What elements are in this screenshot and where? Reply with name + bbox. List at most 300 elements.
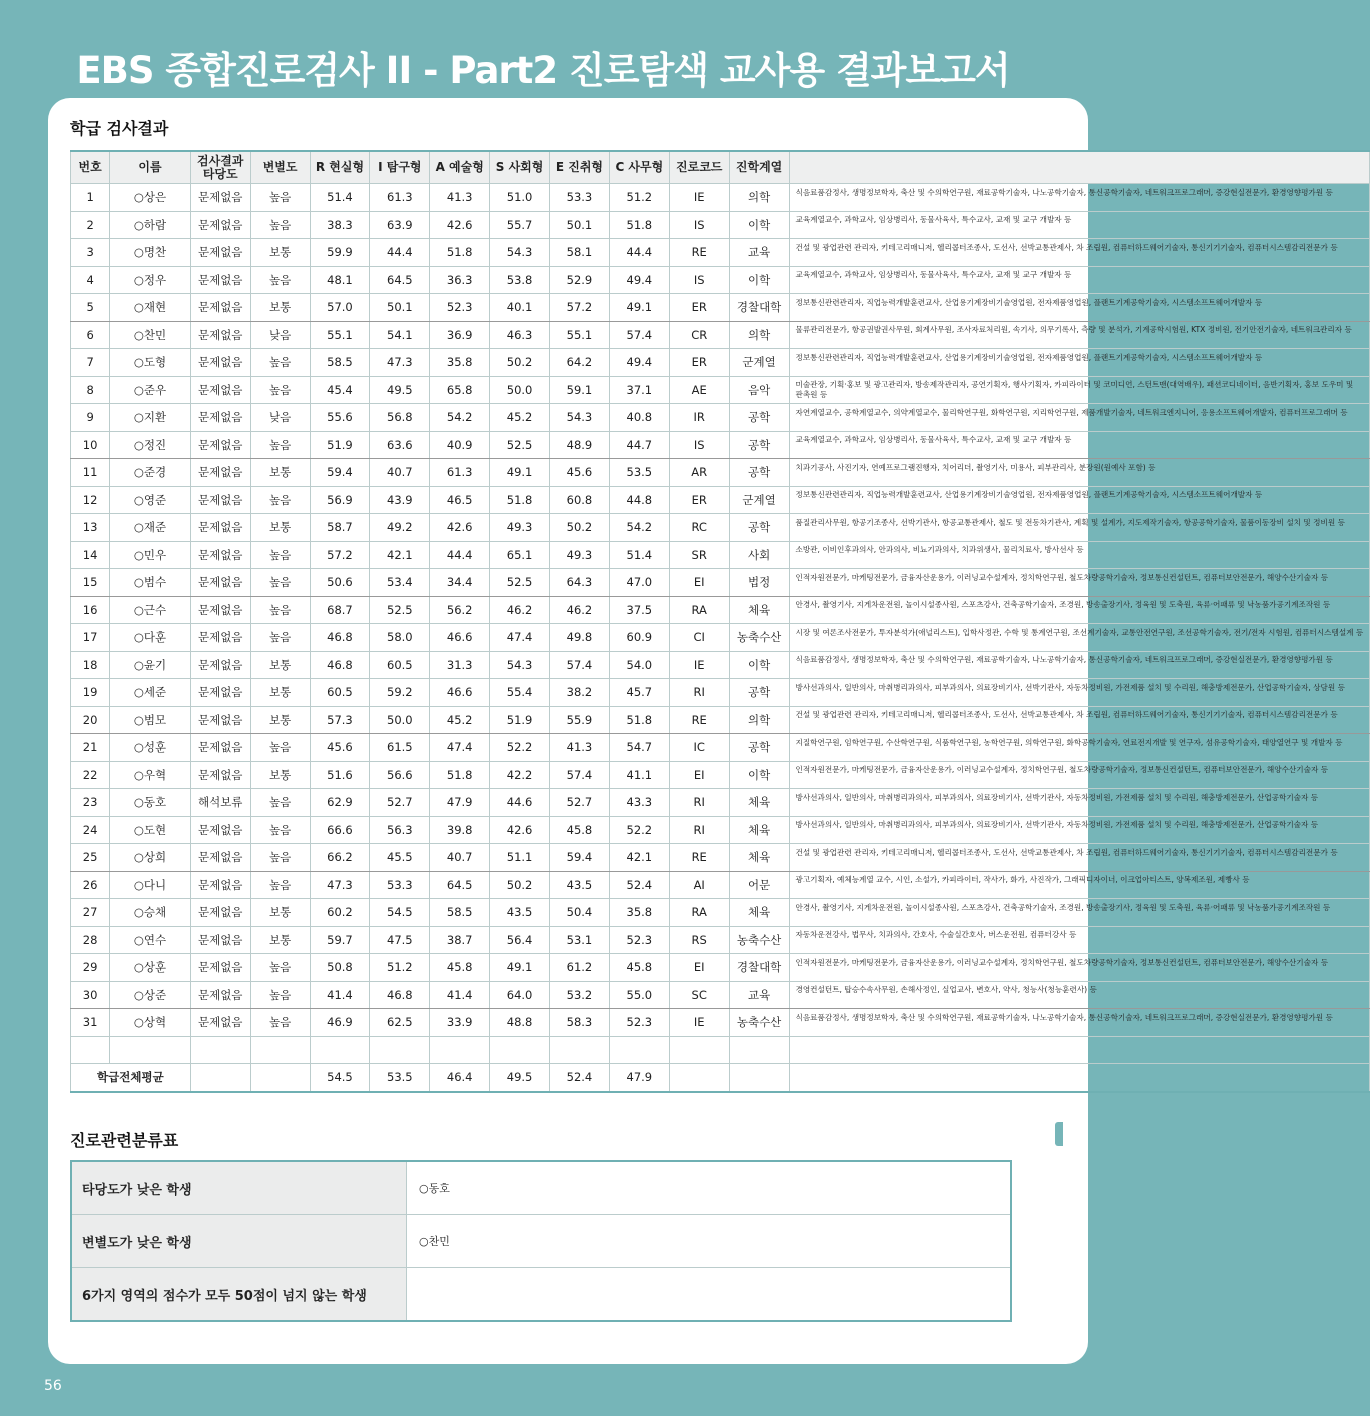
cell-no: 5 — [71, 294, 110, 322]
cell-r: 57.3 — [310, 706, 370, 734]
table-row — [71, 459, 1370, 487]
cell-s: 51.0 — [490, 184, 550, 212]
cell-e: 52.9 — [550, 266, 610, 294]
report-title: EBS 종합진로검사 II - Part2 진로탐색 교사용 결과보고서 — [76, 49, 1010, 92]
jobs-text: 정보통신관련관리자, 직업능력개발훈련교사, 산업용기계장비기술영업원, 전자제품영업원, 플랜트기계공학기술자, 시스템소프트웨어개발자 등 — [795, 490, 1263, 500]
cell-e: 45.6 — [550, 459, 610, 487]
table-row — [71, 899, 1370, 927]
cell-i: 63.6 — [370, 431, 430, 459]
cell-code: EI — [669, 569, 729, 597]
cell-name: ○세준 — [110, 679, 191, 707]
cell-validity: 문제없음 — [190, 816, 250, 844]
cell-e: 64.3 — [550, 569, 610, 597]
header-discrim: 변별도 — [250, 151, 310, 184]
cell-code: IS — [669, 431, 729, 459]
jobs-text: 교육계열교수, 과학교사, 임상병리사, 동물사육사, 특수교사, 교재 및 교구 개발자 등 — [795, 270, 1072, 280]
cell-validity: 문제없음 — [190, 376, 250, 404]
cell-a: 64.5 — [430, 871, 490, 899]
table-row — [71, 184, 1370, 212]
cell-name: ○승채 — [110, 899, 191, 927]
cell-track: 음악 — [729, 376, 789, 404]
section-title-class-results: 학급 검사결과 — [70, 119, 169, 138]
cell-c: 51.8 — [609, 706, 669, 734]
cell-a: 46.6 — [430, 624, 490, 652]
cell-code: IC — [669, 734, 729, 762]
table-row — [71, 816, 1370, 844]
cell-e: 57.4 — [550, 651, 610, 679]
cell-i: 58.0 — [370, 624, 430, 652]
cell-a: 31.3 — [430, 651, 490, 679]
cell-e: 46.2 — [550, 596, 610, 624]
cell-no: 3 — [71, 239, 110, 267]
cell-track: 농축수산 — [729, 926, 789, 954]
cell-jobs — [789, 211, 1369, 239]
cell-validity: 문제없음 — [190, 1009, 250, 1037]
cell-jobs — [789, 321, 1369, 349]
cell-r: 38.3 — [310, 211, 370, 239]
classification-row — [71, 1268, 1011, 1322]
cell-jobs — [789, 459, 1369, 487]
table-row — [71, 871, 1370, 899]
cell-validity: 문제없음 — [190, 761, 250, 789]
table-row — [71, 486, 1370, 514]
cell-r: 46.8 — [310, 651, 370, 679]
cell-c: 35.8 — [609, 899, 669, 927]
cell-r: 62.9 — [310, 789, 370, 817]
cell-s: 50.2 — [490, 871, 550, 899]
cell-i: 53.4 — [370, 569, 430, 597]
cell-no: 6 — [71, 321, 110, 349]
cell-name: ○도형 — [110, 349, 191, 377]
cell-r: 58.5 — [310, 349, 370, 377]
cell-jobs — [789, 569, 1369, 597]
cell-name: ○상훈 — [110, 954, 191, 982]
average-e: 52.4 — [550, 1064, 610, 1092]
cell-name: ○상혁 — [110, 1009, 191, 1037]
cell-discrim: 보통 — [250, 239, 310, 267]
cell-no: 25 — [71, 844, 110, 872]
cell-i: 56.6 — [370, 761, 430, 789]
cell-track: 이학 — [729, 651, 789, 679]
cell-s: 49.1 — [490, 459, 550, 487]
cell-jobs — [789, 596, 1369, 624]
cell-s: 40.1 — [490, 294, 550, 322]
cell-no: 8 — [71, 376, 110, 404]
cell-jobs — [789, 871, 1369, 899]
cell-e: 41.3 — [550, 734, 610, 762]
cell-discrim: 높음 — [250, 844, 310, 872]
cell-track: 군계열 — [729, 349, 789, 377]
cell-jobs — [789, 1009, 1369, 1037]
table-row — [71, 679, 1370, 707]
jobs-text: 방사선과의사, 일반의사, 마취병리과의사, 피부과의사, 의료장비기사, 선박기관사, 자동차정비원, 가전제품 설치 및 수리원, 해충방제전문가, 산업공학기술자, 상담원 등 — [795, 682, 1345, 692]
cell-c: 51.8 — [609, 211, 669, 239]
cell-c: 52.3 — [609, 926, 669, 954]
cell-e: 58.1 — [550, 239, 610, 267]
table-row — [71, 954, 1370, 982]
jobs-text: 건설 및 광업관련 관리자, 키테고리매니저, 헬리콥터조종사, 도선사, 선박교통관제사, 차 조립원, 컴퓨터하드웨어기술자, 통신기기기술자, 컴퓨터시스템감리전문가 등 — [795, 710, 1338, 720]
cell-validity: 문제없음 — [190, 871, 250, 899]
classification-value: ○찬민 — [407, 1215, 1012, 1268]
table-row — [71, 239, 1370, 267]
cell-discrim: 높음 — [250, 954, 310, 982]
cell-code: RS — [669, 926, 729, 954]
table-row — [71, 569, 1370, 597]
cell-e: 48.9 — [550, 431, 610, 459]
table-header-row — [71, 151, 1370, 184]
cell-discrim: 높음 — [250, 486, 310, 514]
table-row — [71, 789, 1370, 817]
cell-name: ○재준 — [110, 514, 191, 542]
cell-a: 45.8 — [430, 954, 490, 982]
cell-discrim: 보통 — [250, 679, 310, 707]
jobs-text: 치과기공사, 사진기자, 연예프로그램진행자, 치어리더, 촬영기사, 미용사, 피부관리사, 분장원(원예사 포함) 등 — [795, 462, 1156, 472]
cell-s: 45.2 — [490, 404, 550, 432]
cell-s: 56.4 — [490, 926, 550, 954]
jobs-text: 방사선과의사, 일반의사, 마취병리과의사, 피부과의사, 의료장비기사, 선박기관사, 자동차정비원, 가전제품 설치 및 수리원, 해충방제전문가, 산업공학기술자 등 — [795, 792, 1319, 802]
cell-i: 56.3 — [370, 816, 430, 844]
cell-i: 49.2 — [370, 514, 430, 542]
cell-name: ○도현 — [110, 816, 191, 844]
table-row — [71, 349, 1370, 377]
cell-jobs — [789, 679, 1369, 707]
average-a: 46.4 — [430, 1064, 490, 1092]
table-row — [71, 376, 1370, 404]
cell-no: 29 — [71, 954, 110, 982]
cell-no: 12 — [71, 486, 110, 514]
header-validity: 검사결과 타당도 — [190, 151, 250, 184]
jobs-text: 품질관리사무원, 항공기조종사, 선박기관사, 항공교통관제사, 철도 및 전동차기관사, 계획 및 설계가, 지도제작기술자, 항공공학기술자, 물품이동장비 설치 및 정비원 등 — [795, 517, 1345, 527]
cell-e: 50.4 — [550, 899, 610, 927]
cell-i: 60.5 — [370, 651, 430, 679]
table-body — [71, 184, 1370, 1037]
cell-validity: 문제없음 — [190, 651, 250, 679]
table-row — [71, 926, 1370, 954]
cell-name: ○찬민 — [110, 321, 191, 349]
cell-code: AR — [669, 459, 729, 487]
jobs-text: 식음료품감정사, 생명정보학자, 축산 및 수의학연구원, 재료공학기술자, 나노공학기술자, 통신공학기술자, 네트워크프로그래머, 증강현실전문가, 환경영향평가원 등 — [795, 655, 1333, 665]
cell-no: 31 — [71, 1009, 110, 1037]
cell-discrim: 높음 — [250, 624, 310, 652]
cell-s: 46.2 — [490, 596, 550, 624]
cell-i: 40.7 — [370, 459, 430, 487]
cell-validity: 문제없음 — [190, 211, 250, 239]
cell-no: 28 — [71, 926, 110, 954]
class-average-row — [71, 1064, 1370, 1092]
cell-validity: 문제없음 — [190, 954, 250, 982]
cell-i: 43.9 — [370, 486, 430, 514]
cell-i: 52.7 — [370, 789, 430, 817]
cell-r: 51.6 — [310, 761, 370, 789]
cell-track: 체육 — [729, 899, 789, 927]
cell-jobs — [789, 514, 1369, 542]
page-number: 56 — [44, 1378, 62, 1394]
cell-track: 이학 — [729, 761, 789, 789]
cell-no: 1 — [71, 184, 110, 212]
cell-a: 34.4 — [430, 569, 490, 597]
cell-s: 55.4 — [490, 679, 550, 707]
cell-discrim: 보통 — [250, 294, 310, 322]
cell-i: 54.1 — [370, 321, 430, 349]
cell-a: 40.7 — [430, 844, 490, 872]
cell-track: 사회 — [729, 541, 789, 569]
cell-c: 44.7 — [609, 431, 669, 459]
jobs-text: 인적자원전문가, 마케팅전문가, 금융자산운용가, 이러닝교수설계자, 정치학연구원, 철도차량공학기술자, 정보통신컨설턴트, 컴퓨터보안전문가, 해양수산기술자 등 — [795, 572, 1329, 582]
cell-discrim: 높음 — [250, 734, 310, 762]
cell-r: 57.0 — [310, 294, 370, 322]
cell-discrim: 보통 — [250, 514, 310, 542]
cell-no: 24 — [71, 816, 110, 844]
header-c: C 사무형 — [609, 151, 669, 184]
cell-c: 43.3 — [609, 789, 669, 817]
cell-code: RE — [669, 706, 729, 734]
cell-s: 51.1 — [490, 844, 550, 872]
cell-a: 52.3 — [430, 294, 490, 322]
jobs-text: 정보통신관련관리자, 직업능력개발훈련교사, 산업용기계장비기술영업원, 전자제품영업원, 플랜트기계공학기술자, 시스템소프트웨어개발자 등 — [795, 297, 1263, 307]
cell-e: 53.2 — [550, 981, 610, 1009]
class-results-table-wrapper — [70, 150, 1364, 1085]
cell-c: 44.4 — [609, 239, 669, 267]
table-row — [71, 431, 1370, 459]
cell-validity: 문제없음 — [190, 541, 250, 569]
cell-no: 7 — [71, 349, 110, 377]
cell-c: 44.8 — [609, 486, 669, 514]
cell-name: ○근수 — [110, 596, 191, 624]
section-title-classification: 진로관련분류표 — [70, 1131, 179, 1150]
cell-i: 53.3 — [370, 871, 430, 899]
cell-c: 49.4 — [609, 349, 669, 377]
cell-validity: 문제없음 — [190, 431, 250, 459]
table-row — [71, 321, 1370, 349]
cell-c: 45.8 — [609, 954, 669, 982]
cell-code: SR — [669, 541, 729, 569]
cell-discrim: 높음 — [250, 376, 310, 404]
cell-i: 56.8 — [370, 404, 430, 432]
cell-jobs — [789, 184, 1369, 212]
cell-discrim: 높음 — [250, 596, 310, 624]
cell-s: 49.1 — [490, 954, 550, 982]
cell-validity: 문제없음 — [190, 596, 250, 624]
cell-s: 55.7 — [490, 211, 550, 239]
cell-track: 공학 — [729, 459, 789, 487]
cell-discrim: 높음 — [250, 431, 310, 459]
table-row — [71, 761, 1370, 789]
classification-label: 타당도가 낮은 학생 — [71, 1161, 407, 1215]
cell-track: 공학 — [729, 514, 789, 542]
cell-validity: 문제없음 — [190, 844, 250, 872]
cell-r: 50.8 — [310, 954, 370, 982]
cell-e: 45.8 — [550, 816, 610, 844]
cell-no: 19 — [71, 679, 110, 707]
cell-code: RI — [669, 816, 729, 844]
classification-row — [71, 1215, 1011, 1268]
cell-code: RC — [669, 514, 729, 542]
cell-validity: 문제없음 — [190, 486, 250, 514]
cell-jobs — [789, 404, 1369, 432]
cell-track: 체육 — [729, 844, 789, 872]
table-row — [71, 294, 1370, 322]
cell-code: IS — [669, 266, 729, 294]
cell-a: 51.8 — [430, 761, 490, 789]
cell-jobs — [789, 761, 1369, 789]
cell-track: 이학 — [729, 266, 789, 294]
cell-r: 59.7 — [310, 926, 370, 954]
cell-s: 53.8 — [490, 266, 550, 294]
cell-track: 농축수산 — [729, 1009, 789, 1037]
cell-c: 52.3 — [609, 1009, 669, 1037]
cell-a: 54.2 — [430, 404, 490, 432]
cell-validity: 문제없음 — [190, 899, 250, 927]
header-i: I 탐구형 — [370, 151, 430, 184]
cell-name: ○범모 — [110, 706, 191, 734]
jobs-text: 식음료품감정사, 생명정보학자, 축산 및 수의학연구원, 재료공학기술자, 나노공학기술자, 통신공학기술자, 네트워크프로그래머, 증강현실전문가, 환경영향평가원 등 — [795, 187, 1333, 197]
cell-discrim: 보통 — [250, 926, 310, 954]
cell-no: 17 — [71, 624, 110, 652]
cell-name: ○명찬 — [110, 239, 191, 267]
cell-validity: 문제없음 — [190, 321, 250, 349]
cell-validity: 문제없음 — [190, 679, 250, 707]
cell-s: 42.2 — [490, 761, 550, 789]
cell-jobs — [789, 239, 1369, 267]
cell-jobs — [789, 706, 1369, 734]
cell-s: 42.6 — [490, 816, 550, 844]
average-r: 54.5 — [310, 1064, 370, 1092]
cell-a: 41.3 — [430, 184, 490, 212]
cell-code: ER — [669, 349, 729, 377]
cell-name: ○영준 — [110, 486, 191, 514]
cell-i: 50.0 — [370, 706, 430, 734]
jobs-text: 시장 및 여론조사전문가, 투자분석가(애널리스트), 입학사정관, 수학 및 통계연구원, 조선계기술자, 교통안전연구원, 조선공학기술자, 전기/전자 시험원, 컴퓨터시스템설계 등 — [795, 627, 1364, 637]
cell-c: 37.5 — [609, 596, 669, 624]
cell-r: 66.2 — [310, 844, 370, 872]
cell-i: 45.5 — [370, 844, 430, 872]
cell-r: 60.5 — [310, 679, 370, 707]
table-row — [71, 266, 1370, 294]
cell-jobs — [789, 349, 1369, 377]
cell-c: 42.1 — [609, 844, 669, 872]
cell-validity: 문제없음 — [190, 514, 250, 542]
cell-a: 42.6 — [430, 211, 490, 239]
cell-s: 48.8 — [490, 1009, 550, 1037]
cell-discrim: 높음 — [250, 266, 310, 294]
cell-e: 60.8 — [550, 486, 610, 514]
cell-name: ○정진 — [110, 431, 191, 459]
cell-s: 51.9 — [490, 706, 550, 734]
cell-e: 55.1 — [550, 321, 610, 349]
cell-track: 체육 — [729, 816, 789, 844]
cell-discrim: 보통 — [250, 651, 310, 679]
cell-discrim: 보통 — [250, 459, 310, 487]
cell-track: 공학 — [729, 404, 789, 432]
header-a: A 예술형 — [430, 151, 490, 184]
header-no: 번호 — [71, 151, 110, 184]
cell-a: 36.3 — [430, 266, 490, 294]
cell-name: ○상은 — [110, 184, 191, 212]
cell-code: IE — [669, 651, 729, 679]
cell-e: 53.3 — [550, 184, 610, 212]
cell-no: 14 — [71, 541, 110, 569]
cell-no: 27 — [71, 899, 110, 927]
cell-c: 37.1 — [609, 376, 669, 404]
cell-e: 53.1 — [550, 926, 610, 954]
cell-e: 59.4 — [550, 844, 610, 872]
cell-discrim: 낮음 — [250, 404, 310, 432]
jobs-text: 방사선과의사, 일반의사, 마취병리과의사, 피부과의사, 의료장비기사, 선박기관사, 자동차정비원, 가전제품 설치 및 수리원, 해충방제전문가, 산업공학기술자 등 — [795, 820, 1319, 830]
cell-discrim: 높음 — [250, 541, 310, 569]
cell-validity: 문제없음 — [190, 404, 250, 432]
cell-code: RA — [669, 596, 729, 624]
cell-r: 45.4 — [310, 376, 370, 404]
cell-jobs — [789, 981, 1369, 1009]
cell-i: 52.5 — [370, 596, 430, 624]
cell-s: 52.5 — [490, 431, 550, 459]
cell-r: 46.9 — [310, 1009, 370, 1037]
cell-e: 49.3 — [550, 541, 610, 569]
cell-c: 54.0 — [609, 651, 669, 679]
cell-discrim: 높음 — [250, 871, 310, 899]
cell-r: 47.3 — [310, 871, 370, 899]
cell-s: 50.2 — [490, 349, 550, 377]
jobs-text: 정보통신관련관리자, 직업능력개발훈련교사, 산업용기계장비기술영업원, 전자제품영업원, 플랜트기계공학기술자, 시스템소프트웨어개발자 등 — [795, 352, 1263, 362]
cell-s: 44.6 — [490, 789, 550, 817]
cell-jobs — [789, 816, 1369, 844]
cell-name: ○재현 — [110, 294, 191, 322]
cell-validity: 문제없음 — [190, 294, 250, 322]
header-s: S 사회형 — [490, 151, 550, 184]
cell-s: 46.3 — [490, 321, 550, 349]
cell-code: AI — [669, 871, 729, 899]
table-spacer-row — [71, 1036, 1370, 1064]
cell-a: 41.4 — [430, 981, 490, 1009]
cell-e: 59.1 — [550, 376, 610, 404]
cell-no: 2 — [71, 211, 110, 239]
cell-c: 52.4 — [609, 871, 669, 899]
cell-jobs — [789, 486, 1369, 514]
cell-r: 55.6 — [310, 404, 370, 432]
jobs-text: 지질학연구원, 임학연구원, 수산학연구원, 식품학연구원, 농학연구원, 의학연구원, 화학공학기술자, 연료전지개발 및 연구자, 섬유공학기술자, 태양열연구 및 개발자 등 — [795, 737, 1343, 747]
cell-a: 46.5 — [430, 486, 490, 514]
cell-jobs — [789, 844, 1369, 872]
cell-s: 52.5 — [490, 569, 550, 597]
cell-name: ○민우 — [110, 541, 191, 569]
cell-a: 45.2 — [430, 706, 490, 734]
table-row — [71, 541, 1370, 569]
cell-i: 46.8 — [370, 981, 430, 1009]
cell-e: 55.9 — [550, 706, 610, 734]
cell-code: RI — [669, 789, 729, 817]
cell-jobs — [789, 651, 1369, 679]
cell-r: 51.4 — [310, 184, 370, 212]
cell-validity: 문제없음 — [190, 266, 250, 294]
jobs-text: 소방관, 이비인후과의사, 안과의사, 비뇨기과의사, 치과위생사, 물리치료사, 방사선사 등 — [795, 545, 1084, 555]
average-s: 49.5 — [490, 1064, 550, 1092]
table-row — [71, 981, 1370, 1009]
cell-e: 49.8 — [550, 624, 610, 652]
cell-name: ○범수 — [110, 569, 191, 597]
cell-code: RE — [669, 844, 729, 872]
cell-r: 56.9 — [310, 486, 370, 514]
cell-e: 57.2 — [550, 294, 610, 322]
cell-code: ER — [669, 294, 729, 322]
cell-c: 49.1 — [609, 294, 669, 322]
cell-name: ○상희 — [110, 844, 191, 872]
cell-code: SC — [669, 981, 729, 1009]
jobs-text: 자연계열교수, 공학계열교수, 의약계열교수, 물리학연구원, 화학연구원, 지리학연구원, 제품개발기술자, 네트워크엔지니어, 응용소프트웨어개발자, 컴퓨터프로그래머 등 — [795, 407, 1348, 417]
classification-row — [71, 1161, 1011, 1215]
cell-c: 53.5 — [609, 459, 669, 487]
jobs-text: 건설 및 광업관련 관리자, 키테고리매니저, 헬리콥터조종사, 도선사, 선박교통관제사, 차 조립원, 컴퓨터하드웨어기술자, 통신기기기술자, 컴퓨터시스템감리전문가 등 — [795, 242, 1338, 252]
header-track: 진학계열 — [729, 151, 789, 184]
